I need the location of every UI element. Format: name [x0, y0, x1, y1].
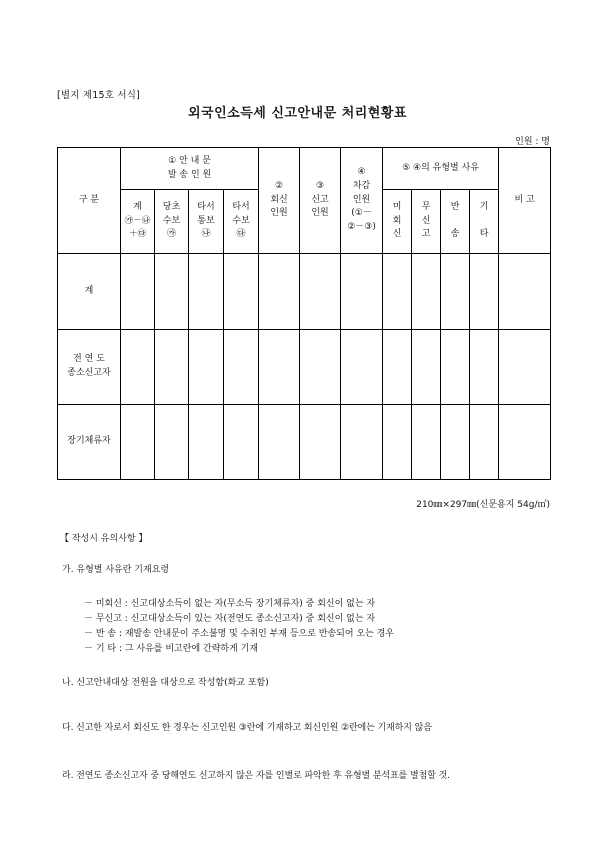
cell[interactable]: [341, 405, 383, 480]
cell[interactable]: [259, 330, 300, 405]
note-da: 다. 신고한 자로서 회신도 한 경우는 신고인원 ③란에 기재하고 회신인원 ②란에는 기재하지 않음: [62, 723, 432, 733]
cell[interactable]: [499, 254, 551, 330]
cell[interactable]: [224, 330, 259, 405]
cell[interactable]: [121, 254, 155, 330]
col-header-other: 기 타: [470, 190, 499, 254]
col-header-no-reply: 미 회 신: [383, 190, 412, 254]
col-header-original-received: 당초 수보 ㉮: [155, 190, 189, 254]
cell[interactable]: [189, 330, 224, 405]
cell[interactable]: [383, 330, 412, 405]
table-row-total: [58, 254, 551, 330]
cell[interactable]: [441, 330, 470, 405]
col-header-filed: ③ 신고 인원: [300, 148, 341, 254]
col-header-reply: ② 회신 인원: [259, 148, 300, 254]
page-title: 외국인소득세 신고안내문 처리현황표: [188, 106, 407, 121]
col-header-other-office-received: 타서 수보 ㉰: [224, 190, 259, 254]
notes-heading: 【 작성시 유의사항 】: [60, 534, 148, 544]
row-label-prev-year-filers: 전 연 도 종소신고자: [58, 330, 121, 405]
cell[interactable]: [121, 405, 155, 480]
cell[interactable]: [470, 405, 499, 480]
cell[interactable]: [224, 254, 259, 330]
cell[interactable]: [383, 405, 412, 480]
col-header-remarks: 비 고: [499, 148, 551, 254]
col-header-deduct: ④ 차감 인원 (①－ ②－③): [341, 148, 383, 254]
cell[interactable]: [499, 405, 551, 480]
notice-sent-line1: ① 안 내 문: [168, 155, 211, 166]
table-row-prev-year-filers: [58, 330, 551, 405]
cell[interactable]: [441, 254, 470, 330]
cell[interactable]: [300, 405, 341, 480]
cell[interactable]: [341, 254, 383, 330]
cell[interactable]: [300, 330, 341, 405]
note-ga-item-1: － 미회신 : 신고대상소득이 없는 자(무소득 장기체류자) 중 회신이 없는 자: [84, 599, 376, 609]
cell[interactable]: [412, 254, 441, 330]
col-header-no-filing: 무 신 고: [412, 190, 441, 254]
cell[interactable]: [470, 330, 499, 405]
cell[interactable]: [189, 405, 224, 480]
col-header-notice-sent: [121, 148, 259, 190]
cell[interactable]: [155, 405, 189, 480]
col-header-returned: 반 송: [441, 190, 470, 254]
col-header-total: 계 ㉮－㉯ ＋㉰: [121, 190, 155, 254]
note-ga-item-3: － 반 송 : 재발송 안내문이 주소불명 및 수취인 부재 등으로 반송되어 오는 경우: [84, 629, 395, 639]
table-row-long-term-residents: [58, 405, 551, 480]
note-na: 나. 신고안내대상 전원을 대상으로 작성함(화교 포함): [62, 678, 269, 688]
header-row-1: [58, 148, 551, 190]
cell[interactable]: [412, 405, 441, 480]
col-header-other-office-notified: 타서 통보 ㉯: [189, 190, 224, 254]
unit-label: 인원 : 명: [515, 137, 550, 147]
cell[interactable]: [121, 330, 155, 405]
cell[interactable]: [155, 330, 189, 405]
row-label-total: 계: [58, 254, 121, 330]
col-header-reason-by-type: ⑤ ④의 유형별 사유: [383, 148, 499, 190]
cell[interactable]: [441, 405, 470, 480]
cell[interactable]: [383, 254, 412, 330]
paper-spec: 210㎜×297㎜(신문용지 54g/㎡): [416, 500, 550, 510]
cell[interactable]: [470, 254, 499, 330]
form-number-label: [별지 제15호 서식]: [57, 90, 141, 101]
col-header-gubun: 구 분: [58, 148, 121, 254]
cell[interactable]: [341, 330, 383, 405]
cell[interactable]: [224, 405, 259, 480]
note-ga: 가. 유형별 사유란 기재요령: [62, 565, 170, 575]
cell[interactable]: [155, 254, 189, 330]
status-table: [57, 147, 551, 480]
note-ga-item-4: － 기 타 : 그 사유를 비고란에 간략하게 기재: [84, 644, 259, 654]
cell[interactable]: [412, 330, 441, 405]
cell[interactable]: [300, 254, 341, 330]
note-ra: 라. 전연도 종소신고자 중 당해연도 신고하지 않은 자를 인별로 파악한 후 유형별 분석표를 별첨할 것.: [62, 771, 450, 781]
note-ga-item-2: － 무신고 : 신고대상소득이 있는 자(전연도 종소신고자) 중 회신이 없는 자: [84, 614, 376, 624]
notice-sent-line2: 발 송 인 원: [167, 169, 212, 180]
cell[interactable]: [189, 254, 224, 330]
cell[interactable]: [499, 330, 551, 405]
row-label-long-term-residents: 장기체류자: [58, 405, 121, 480]
cell[interactable]: [259, 405, 300, 480]
cell[interactable]: [259, 254, 300, 330]
